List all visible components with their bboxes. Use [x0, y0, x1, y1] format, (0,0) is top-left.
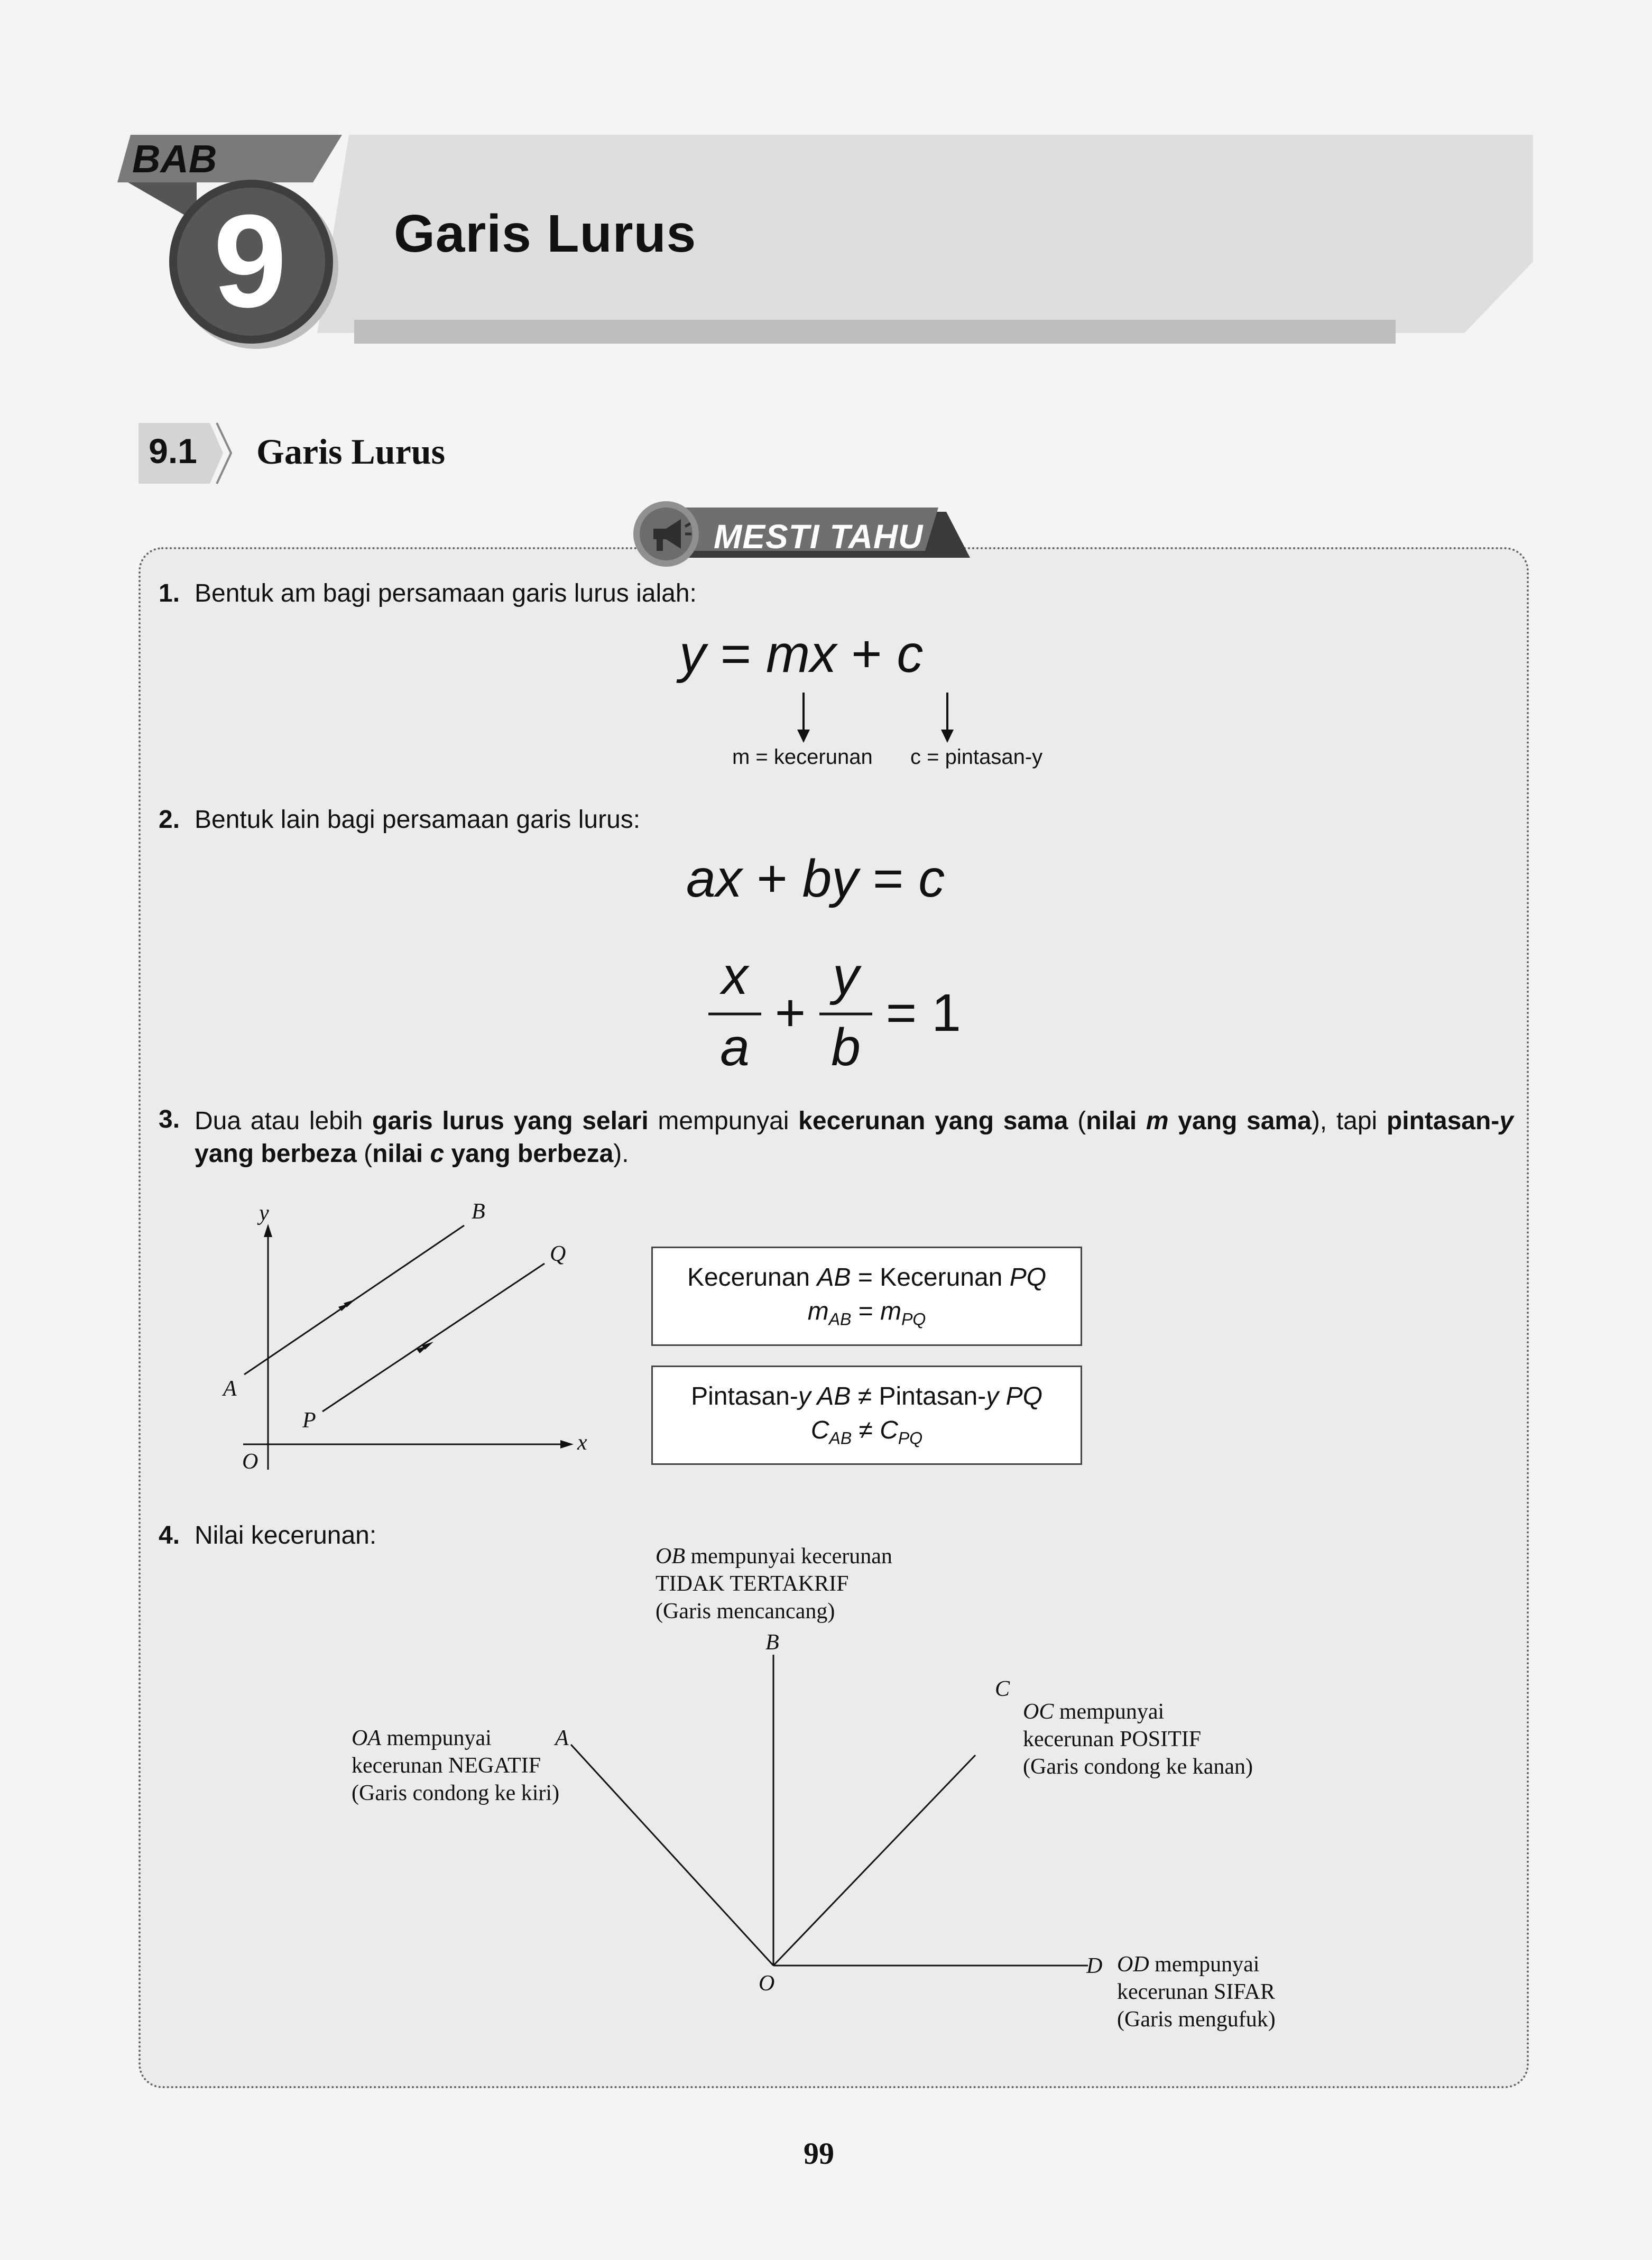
eq-operator: =	[720, 624, 752, 684]
diagram-label: A	[555, 1726, 569, 1750]
chapter-title: Garis Lurus	[394, 204, 697, 263]
chapter-number-text: 9	[213, 187, 287, 335]
intercept-differ-box	[651, 1366, 1082, 1465]
eq-term: y	[679, 624, 706, 684]
gradient-equal-box	[651, 1247, 1082, 1346]
intercept-differ-line: Pintasan-y AB ≠ Pintasan-y PQ	[691, 1382, 1042, 1410]
eq1-arrows	[788, 693, 967, 745]
eq-operator: +	[851, 624, 882, 684]
eq-operator: +	[756, 849, 788, 908]
graph-label: x	[577, 1431, 587, 1455]
equation-alt-form-2	[698, 946, 973, 1084]
eq-term: y	[833, 946, 859, 1006]
graph-label: B	[472, 1200, 485, 1224]
item-text: Dua atau lebih garis lurus yang selari mempunyai kecerunan yang sama (nilai m yang sama), tapi pintasan-y yang berbeza (nilai c yang berbeza).	[195, 1107, 1513, 1168]
equation-general-form	[679, 624, 923, 685]
item-number: 1.	[159, 579, 180, 607]
item-text: Nilai kecerunan:	[195, 1521, 377, 1549]
intercept-differ-formula: $C_{AB} \ne C_{PQ}$	[810, 1416, 923, 1448]
eq-term: c	[897, 624, 924, 684]
graph-label: A	[223, 1377, 237, 1401]
gradient-equal-line: Kecerunan AB = Kecerunan PQ	[687, 1263, 1047, 1292]
diagram-label: D	[1086, 1954, 1103, 1978]
equation-alt-form-1	[686, 848, 945, 909]
page-number: 99	[804, 2136, 834, 2171]
item-text: Bentuk am bagi persamaan garis lurus ialah:	[195, 579, 697, 607]
item-number: 3.	[159, 1105, 180, 1133]
eq-term: by	[802, 849, 859, 908]
intercept-label: c = pintasan-y	[910, 745, 1043, 769]
eq-term: b	[831, 1018, 861, 1077]
eq-term: ax	[686, 849, 742, 908]
graph-label: y	[259, 1201, 269, 1225]
eq-term: x	[722, 946, 748, 1006]
gradient-label: m = kecerunan	[732, 745, 873, 769]
ob-description: OB mempunyai kecerunan TIDAK TERTAKRIF (Garis mencancang)	[656, 1544, 892, 1623]
diagram-label: B	[765, 1630, 779, 1655]
parallel-lines-graph	[211, 1195, 608, 1480]
diagram-label: C	[995, 1677, 1010, 1701]
oa-description: OA mempunyai kecerunan NEGATIF (Garis condong ke kiri)	[352, 1726, 560, 1805]
mesti-tahu-label: MESTI TAHU	[714, 518, 924, 556]
section-number: 9.1	[149, 431, 197, 471]
gradient-equal-formula: $m_{AB} = m_{PQ}$	[807, 1297, 926, 1329]
oc-description: OC mempunyai kecerunan POSITIF (Garis condong ke kanan)	[1023, 1700, 1253, 1779]
eq-term: c	[918, 849, 945, 908]
eq-term: a	[720, 1018, 750, 1077]
eq-operator: +	[774, 983, 806, 1043]
graph-label: P	[302, 1408, 316, 1433]
eq-term: mx	[766, 624, 837, 684]
diagram-label: O	[759, 1971, 775, 1996]
chapter-label: BAB	[132, 137, 217, 181]
item-text: Bentuk lain bagi persamaan garis lurus:	[195, 806, 641, 834]
item-number: 4.	[159, 1521, 180, 1549]
chapter-number-badge	[164, 174, 338, 349]
graph-label: O	[242, 1450, 259, 1474]
eq-term: 1	[931, 983, 961, 1043]
item-number: 2.	[159, 806, 180, 834]
eq-operator: =	[873, 849, 904, 908]
section-title: Garis Lurus	[256, 431, 446, 472]
eq-operator: =	[885, 983, 917, 1043]
graph-label: Q	[550, 1242, 566, 1266]
od-description: OD mempunyai kecerunan SIFAR (Garis mengufuk)	[1117, 1952, 1276, 2032]
